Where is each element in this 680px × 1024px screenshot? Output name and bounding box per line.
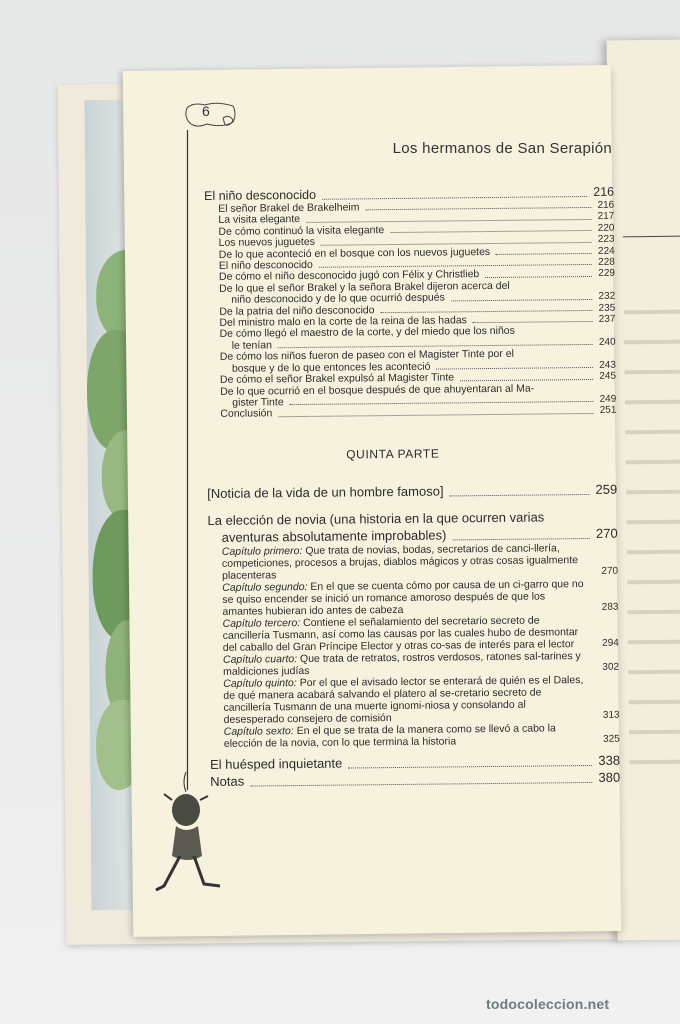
toc-entry-page: 216 — [597, 199, 615, 211]
toc-entry-text: bosque y de lo que entonces les aconteció — [231, 360, 431, 375]
watermark: todocoleccion.net — [486, 996, 610, 1012]
toc-entry-text: De cómo los niños fueron de paseo con el Magister Tinte por el — [219, 348, 515, 364]
toc-chapter-entry — [210, 721, 620, 749]
leader-dots — [365, 207, 591, 210]
toc-entry-page: 294 — [602, 637, 619, 649]
toc-entry-page: 240 — [598, 336, 616, 348]
page-number: 6 — [202, 103, 210, 119]
toc-entry-page: 270 — [595, 525, 618, 541]
toc-entry-text: De lo que el señor Brakel y la señora Brakel dijeron acerca del — [219, 279, 510, 295]
toc-entry-page: 237 — [598, 313, 616, 325]
toc-chapter-entry — [209, 613, 619, 653]
chapter-page: 270 — [601, 565, 619, 577]
toc-entry-text: De cómo el niño desconocido jugó con Félix y Christlieb — [218, 268, 480, 284]
leader-dots — [348, 765, 592, 769]
toc-entry-page: 251 — [599, 405, 617, 417]
toc-entry-text: El niño desconocido — [218, 258, 313, 272]
toc-entry-text: niño desconocido y de lo que ocurrió después — [231, 291, 445, 306]
leader-dots — [450, 494, 590, 496]
toc-entry-page: 217 — [597, 211, 615, 223]
leader-dots — [250, 782, 592, 787]
toc-entry-page: 380 — [598, 769, 621, 785]
toc-chapter-entry — [208, 577, 618, 617]
toc-entry-text: La visita elegante — [218, 213, 301, 227]
leader-dots — [390, 230, 592, 233]
leader-dots — [306, 219, 592, 223]
leader-dots — [321, 242, 592, 246]
leader-dots — [473, 321, 593, 323]
toc-entry-text: [Noticia de la vida de un hombre famoso] — [207, 483, 444, 501]
toc-entry-text: El huésped inquietante — [209, 755, 343, 772]
toc-entry-title: El niño desconocido — [204, 187, 317, 203]
section-heading: QUINTA PARTE — [346, 446, 440, 462]
toc-entry-page: 224 — [597, 245, 615, 257]
toc-entry-page: 325 — [603, 733, 620, 745]
toc-entry-text: Que trata de retratos, rostros verdosos, ratones sal-tarines y maldiciones judías — [223, 649, 581, 678]
toc-entry-text: le tenían — [231, 339, 273, 352]
toc-entry-page: 220 — [597, 222, 615, 234]
toc-entry-text: Los nuevos juguetes — [218, 236, 315, 250]
toc-entry-text: Notas — [210, 773, 245, 789]
toc-entry-text: De lo que ocurrió en el bosque después de que ahuyentaran al Ma- — [220, 382, 535, 398]
toc-entry-text: aventuras absolutamente improbables) — [221, 527, 447, 545]
toc-entry-page: 338 — [598, 752, 621, 768]
toc-entry-text: De cómo llegó el maestro de la corte, y del miedo que los niños — [219, 325, 515, 341]
leader-dots — [319, 264, 592, 268]
toc-entry-text: Capítulo quinto: — [223, 676, 297, 690]
table-of-contents — [204, 182, 620, 790]
toc-entry-page: 245 — [599, 370, 617, 382]
toc-entry-text: Capítulo segundo: — [222, 580, 308, 594]
toc-entry-page: 223 — [597, 233, 615, 246]
leader-dots — [436, 367, 593, 370]
leader-dots — [451, 299, 593, 301]
toc-entry-page: 243 — [599, 359, 616, 371]
leader-dots — [452, 538, 590, 540]
toc-chapter-entry — [208, 541, 618, 581]
leader-dots — [485, 276, 592, 278]
toc-entry-text: El señor Brakel de Brakelheim — [218, 201, 360, 215]
leader-dots — [496, 253, 592, 255]
toc-entry-text: Capítulo tercero: — [222, 616, 301, 630]
toc-entry-page: 228 — [598, 256, 615, 268]
toc-entry-page: 229 — [598, 268, 615, 280]
leader-dots — [460, 378, 593, 380]
toc-entry-text: Contiene el señalamiento del secretario secreto de cancillería Tusmann, así como las causas por las cuales hubo de desmontar del caballo del Gran Príncipe Elector y otras co-sas de interés para el lector — [222, 614, 579, 654]
chapter-text: Que trata de novias, bodas, secretarios de canci-llería, competiciones, procesos a brujas, diablos mágicos y otras cosas igualmente placenteras — [221, 542, 579, 582]
toc-entry-page: 302 — [602, 661, 620, 673]
toc-entry-text: De la patria del niño desconocido — [219, 303, 375, 318]
toc-entry-text: La elección de novia (una historia en la que ocurren varias — [207, 509, 545, 528]
chapter-label: Capítulo primero: — [221, 544, 303, 558]
toc-entry-text: Capítulo sexto: — [223, 724, 294, 738]
toc-entry-page: 259 — [595, 481, 618, 497]
toc-entry-page: 235 — [598, 302, 616, 314]
toc-entry-text: Capítulo cuarto: — [222, 652, 298, 666]
toc-entry-text: De cómo el señor Brakel expulsó al Magister Tinte — [219, 371, 455, 386]
leader-dots — [381, 310, 593, 313]
toc-entry-page: 249 — [599, 393, 617, 405]
toc-entry-text: En el que se trata de la manera como se llevó a cabo la elección de la novia, con lo que termina la historia — [223, 722, 556, 750]
toc-entry-text: De cómo continuó la visita elegante — [218, 223, 385, 238]
toc-entry-text: De lo que aconteció en el bosque con los nuevos juguetes — [218, 245, 491, 261]
toc-subentry — [206, 405, 616, 421]
toc-entry-page: 232 — [598, 290, 616, 303]
book-title: Los hermanos de San Serapión — [392, 140, 612, 157]
toc-entry-page: 216 — [593, 184, 615, 199]
toc-entry-page: 313 — [602, 709, 620, 721]
leader-dots — [322, 196, 587, 200]
toc-entry-text: Del ministro malo en la corte de la reina de las hadas — [219, 314, 467, 329]
sign-plaque-icon — [183, 100, 239, 134]
toc-entry-text: Por el que el avisado lector se enterará de quién es el Dales, de qué manera acabará salvando el platero al se-cretario secreto de cancillería Tusmann de una muerte ignomi-niosa y consolando al desesperado consejero de comisión — [223, 673, 584, 726]
leader-dots — [278, 413, 593, 417]
pole-illustration — [186, 130, 189, 790]
toc-entry-text: gister Tinte — [232, 396, 284, 409]
toc-chapter-entry — [209, 673, 619, 725]
toc-entry-text: Conclusión — [220, 407, 273, 421]
toc-entry-text: En el que se cuenta cómo por causa de un ci-garro que no se quiso encender se inició un romance amoroso después de que los amantes hubieran ido antes de cabeza — [222, 577, 584, 618]
toc-entry-page: 283 — [601, 601, 619, 613]
